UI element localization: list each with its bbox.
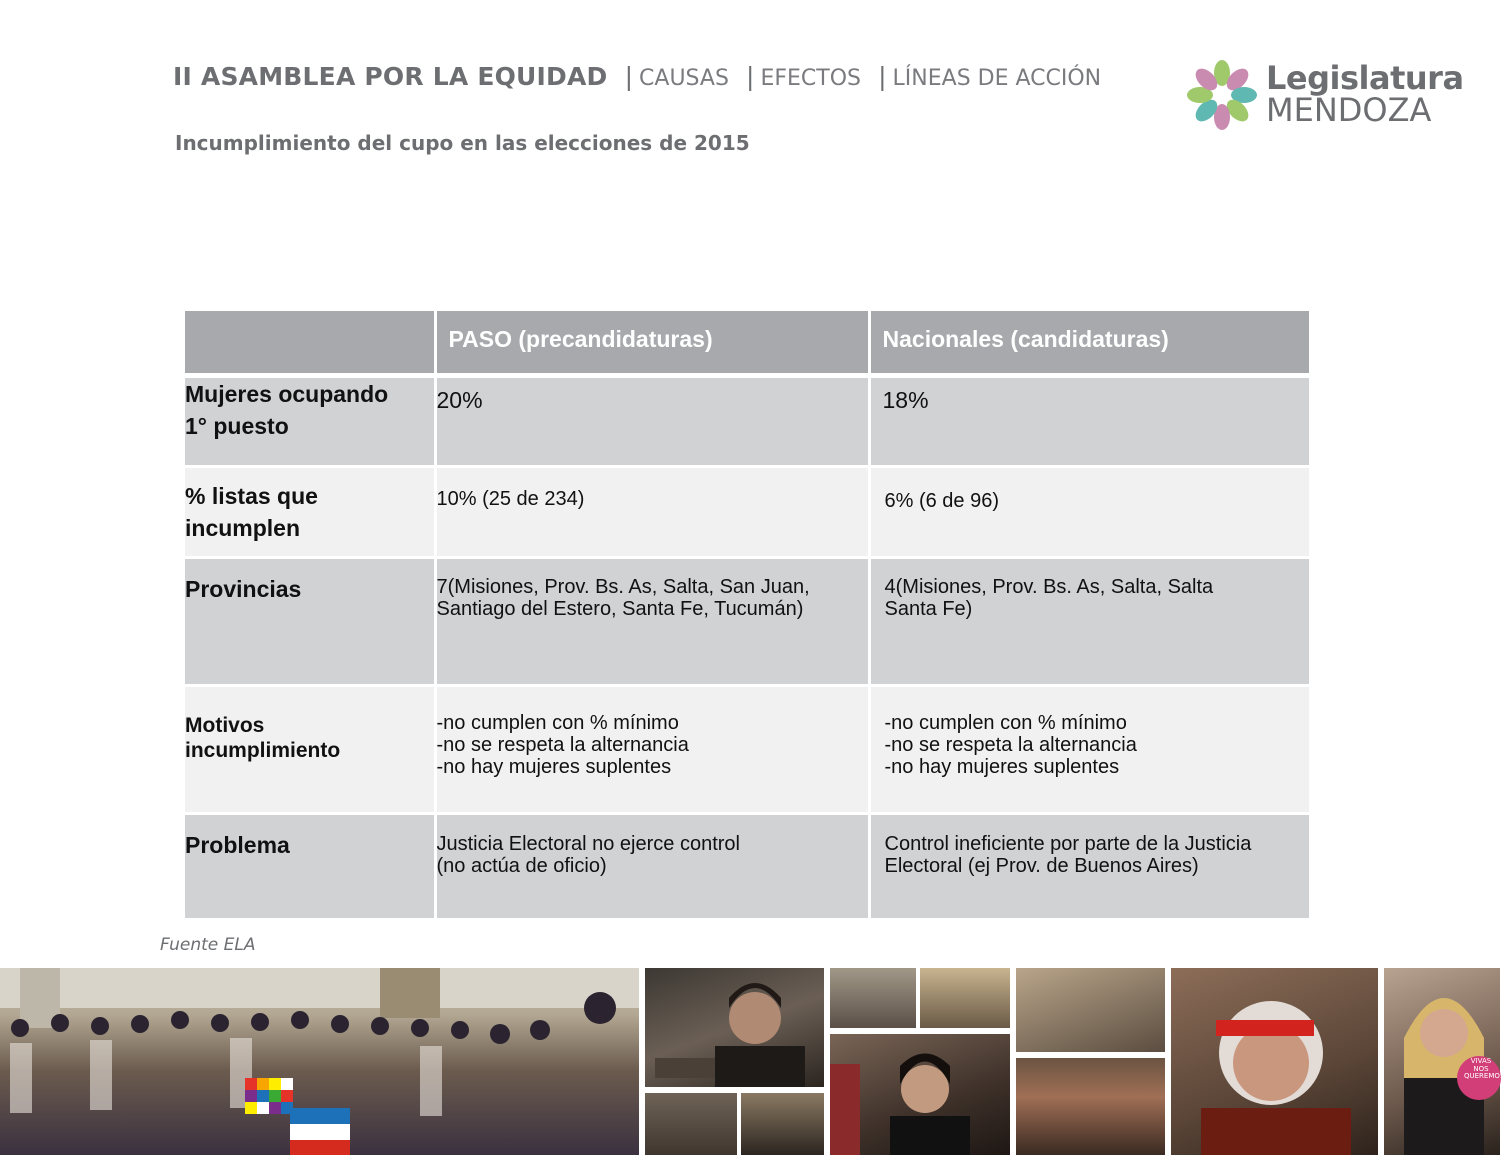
- flower-logo-icon: [1182, 55, 1262, 135]
- nacionales-cell: [869, 813, 1309, 919]
- assembly-title: II ASAMBLEA POR LA EQUIDAD: [173, 62, 608, 91]
- table-row: [185, 685, 1309, 813]
- cell-line: (no actúa de oficio): [436, 854, 607, 877]
- row-label: [185, 375, 435, 466]
- nacionales-cell: [869, 557, 1309, 685]
- cell-line: 4(Misiones, Prov. Bs. As, Salta, Salta: [884, 575, 1214, 598]
- woman-sign-photo: [1384, 968, 1504, 1155]
- cell-line: 20%: [436, 386, 483, 413]
- label-line: Provincias: [185, 575, 302, 602]
- cell-line: Santa Fe): [884, 597, 973, 620]
- paso-cell: [435, 375, 869, 466]
- cell-line: -no hay mujeres suplentes: [884, 756, 1120, 779]
- cell-line: Control ineficiente por parte de la Justicia: [884, 832, 1252, 855]
- table-row: [185, 375, 1309, 466]
- indigenous-speaker-photo: [1171, 968, 1378, 1155]
- table-row: [185, 466, 1309, 557]
- cupo-table: [185, 311, 1309, 921]
- sign-line: VIVAS: [1470, 1057, 1492, 1065]
- row-label: [185, 466, 435, 557]
- session-photo-d: [920, 968, 1010, 1028]
- vivas-nos-queremos-sign: [1464, 1057, 1504, 1081]
- header-cell-nacionales: Nacionales (candidaturas): [869, 311, 1309, 375]
- cell-line: Santiago del Estero, Santa Fe, Tucumán): [436, 597, 804, 620]
- label-line: Problema: [185, 831, 290, 858]
- cell-line: Justicia Electoral no ejerce control: [436, 832, 740, 855]
- cell-line: Electoral (ej Prov. de Buenos Aires): [884, 854, 1199, 877]
- cell-line: 18%: [882, 386, 929, 413]
- photo-strip: [0, 968, 1504, 1155]
- header-separator: |: [878, 62, 887, 91]
- header-separator: |: [624, 62, 634, 91]
- section-efectos: EFECTOS: [760, 66, 862, 91]
- header-cell-paso: PASO (precandidaturas): [435, 311, 869, 375]
- cell-line: 10% (25 de 234): [436, 487, 585, 510]
- indigenous-speaker-photo-image: [1171, 968, 1378, 1155]
- header-separator: |: [746, 62, 755, 91]
- woman-speaker-photo: [830, 1034, 1010, 1155]
- group-photo-image: [0, 968, 639, 1155]
- header-line: [173, 62, 1101, 91]
- row-label: [185, 685, 435, 813]
- cell-line: -no cumplen con % mínimo: [884, 711, 1127, 734]
- speaker-photo: [645, 968, 824, 1087]
- table-row: [185, 813, 1309, 919]
- nacionales-cell: [869, 466, 1309, 557]
- header-cell-empty: [185, 311, 435, 375]
- label-line: incumplen: [185, 514, 301, 541]
- sign-line: NOS: [1473, 1064, 1489, 1073]
- label-line: % listas que: [185, 482, 318, 509]
- session-photo-a: [645, 1093, 737, 1155]
- nacionales-cell: [869, 685, 1309, 813]
- woman-speaker-photo-image: [830, 1034, 1010, 1155]
- paso-cell: [435, 557, 869, 685]
- paso-cell: [435, 466, 869, 557]
- page-subtitle: Incumplimiento del cupo en las elecciones de 2015: [175, 131, 750, 155]
- label-line: Mujeres ocupando: [185, 380, 389, 407]
- row-label: [185, 813, 435, 919]
- label-line: Motivos: [185, 713, 265, 737]
- session-photo-e: [1016, 968, 1165, 1052]
- row-label: [185, 557, 435, 685]
- table-header-row: [185, 311, 1309, 375]
- session-photo-b: [741, 1093, 824, 1155]
- section-lineas-de-accion: LÍNEAS DE ACCIÓN: [892, 66, 1102, 91]
- cell-line: -no cumplen con % mínimo: [436, 711, 679, 734]
- session-photo-c: [830, 968, 916, 1028]
- speaker-photo-image: [645, 968, 824, 1087]
- cell-line: -no hay mujeres suplentes: [436, 756, 672, 779]
- cell-line: -no se respeta la alternancia: [884, 733, 1137, 756]
- legislatura-logo: [1182, 55, 1464, 135]
- cell-line: -no se respeta la alternancia: [436, 733, 689, 756]
- cell-line: 7(Misiones, Prov. Bs. As, Salta, San Juan,: [436, 575, 810, 598]
- section-causas: CAUSAS: [639, 66, 729, 91]
- logo-text-legislatura: Legislatura: [1266, 59, 1464, 97]
- session-photo-f: [1016, 1058, 1165, 1155]
- cell-line: 6% (6 de 96): [884, 489, 1000, 512]
- paso-cell: [435, 813, 869, 919]
- sign-line: QUEREMOS: [1464, 1072, 1504, 1081]
- logo-text-mendoza: MENDOZA: [1266, 91, 1432, 129]
- table-row: [185, 557, 1309, 685]
- group-photo: [0, 968, 639, 1155]
- paso-cell: [435, 685, 869, 813]
- label-line: 1° puesto: [185, 412, 289, 439]
- nacionales-cell: [869, 375, 1309, 466]
- source-note: Fuente ELA: [160, 935, 256, 955]
- label-line: incumplimiento: [185, 738, 341, 762]
